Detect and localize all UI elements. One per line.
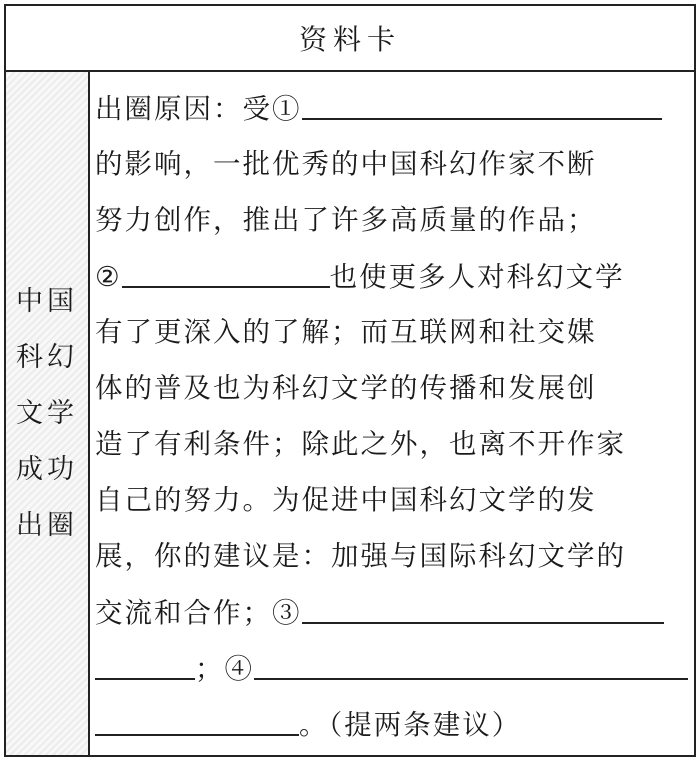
left-label-line: 中国: [16, 285, 78, 317]
text-line: [95, 308, 687, 364]
text-line: [95, 532, 687, 588]
text-segment: 。（提两条建议）: [299, 709, 522, 741]
text-line: [95, 140, 687, 196]
text-line: [95, 700, 687, 756]
text-line: [95, 644, 687, 700]
text-segment: 的影响，一批优秀的中国科幻作家不断: [95, 148, 597, 180]
text-segment: 自己的努力。为促进中国科幻文学的发: [95, 484, 597, 516]
text-line: [95, 420, 687, 476]
text-segment: 造了有利条件；除此之外，也离不开作家: [95, 428, 626, 460]
text-line: [95, 364, 687, 420]
text-line: [95, 476, 687, 532]
left-label-line: 科幻: [16, 341, 78, 373]
left-label-line: 文学: [16, 397, 78, 429]
card-body-text: [95, 84, 687, 756]
answer-blank[interactable]: [122, 252, 330, 288]
answer-blank[interactable]: [302, 588, 664, 624]
text-segment: ②: [95, 261, 122, 293]
text-segment: 体的普及也为科幻文学的传播和发展创: [95, 372, 597, 404]
text-segment: 努力创作，推出了许多高质量的作品；: [95, 204, 597, 236]
text-line: [95, 196, 687, 252]
text-line: [95, 84, 687, 140]
text-segment: 展，你的建议是：加强与国际科幻文学的: [95, 540, 626, 572]
text-segment: 出圈原因：受①: [95, 93, 302, 125]
left-label-cell: [6, 72, 90, 755]
card-title: 资料卡: [298, 23, 401, 56]
card-header: [6, 6, 694, 72]
text-segment: 交流和合作；③: [95, 597, 302, 629]
answer-blank[interactable]: [95, 700, 299, 736]
answer-blank[interactable]: [95, 644, 195, 680]
text-line: [95, 252, 687, 308]
text-segment: 有了更深入的了解；而互联网和社交媒: [95, 316, 597, 348]
text-segment: 也使更多人对科幻文学: [329, 261, 625, 293]
text-line: [95, 588, 687, 644]
text-segment: ；④: [195, 653, 254, 685]
answer-blank[interactable]: [302, 84, 662, 120]
left-label-line: 成功: [16, 453, 78, 485]
answer-blank[interactable]: [254, 644, 688, 680]
left-label-line: 出圈: [16, 509, 78, 541]
